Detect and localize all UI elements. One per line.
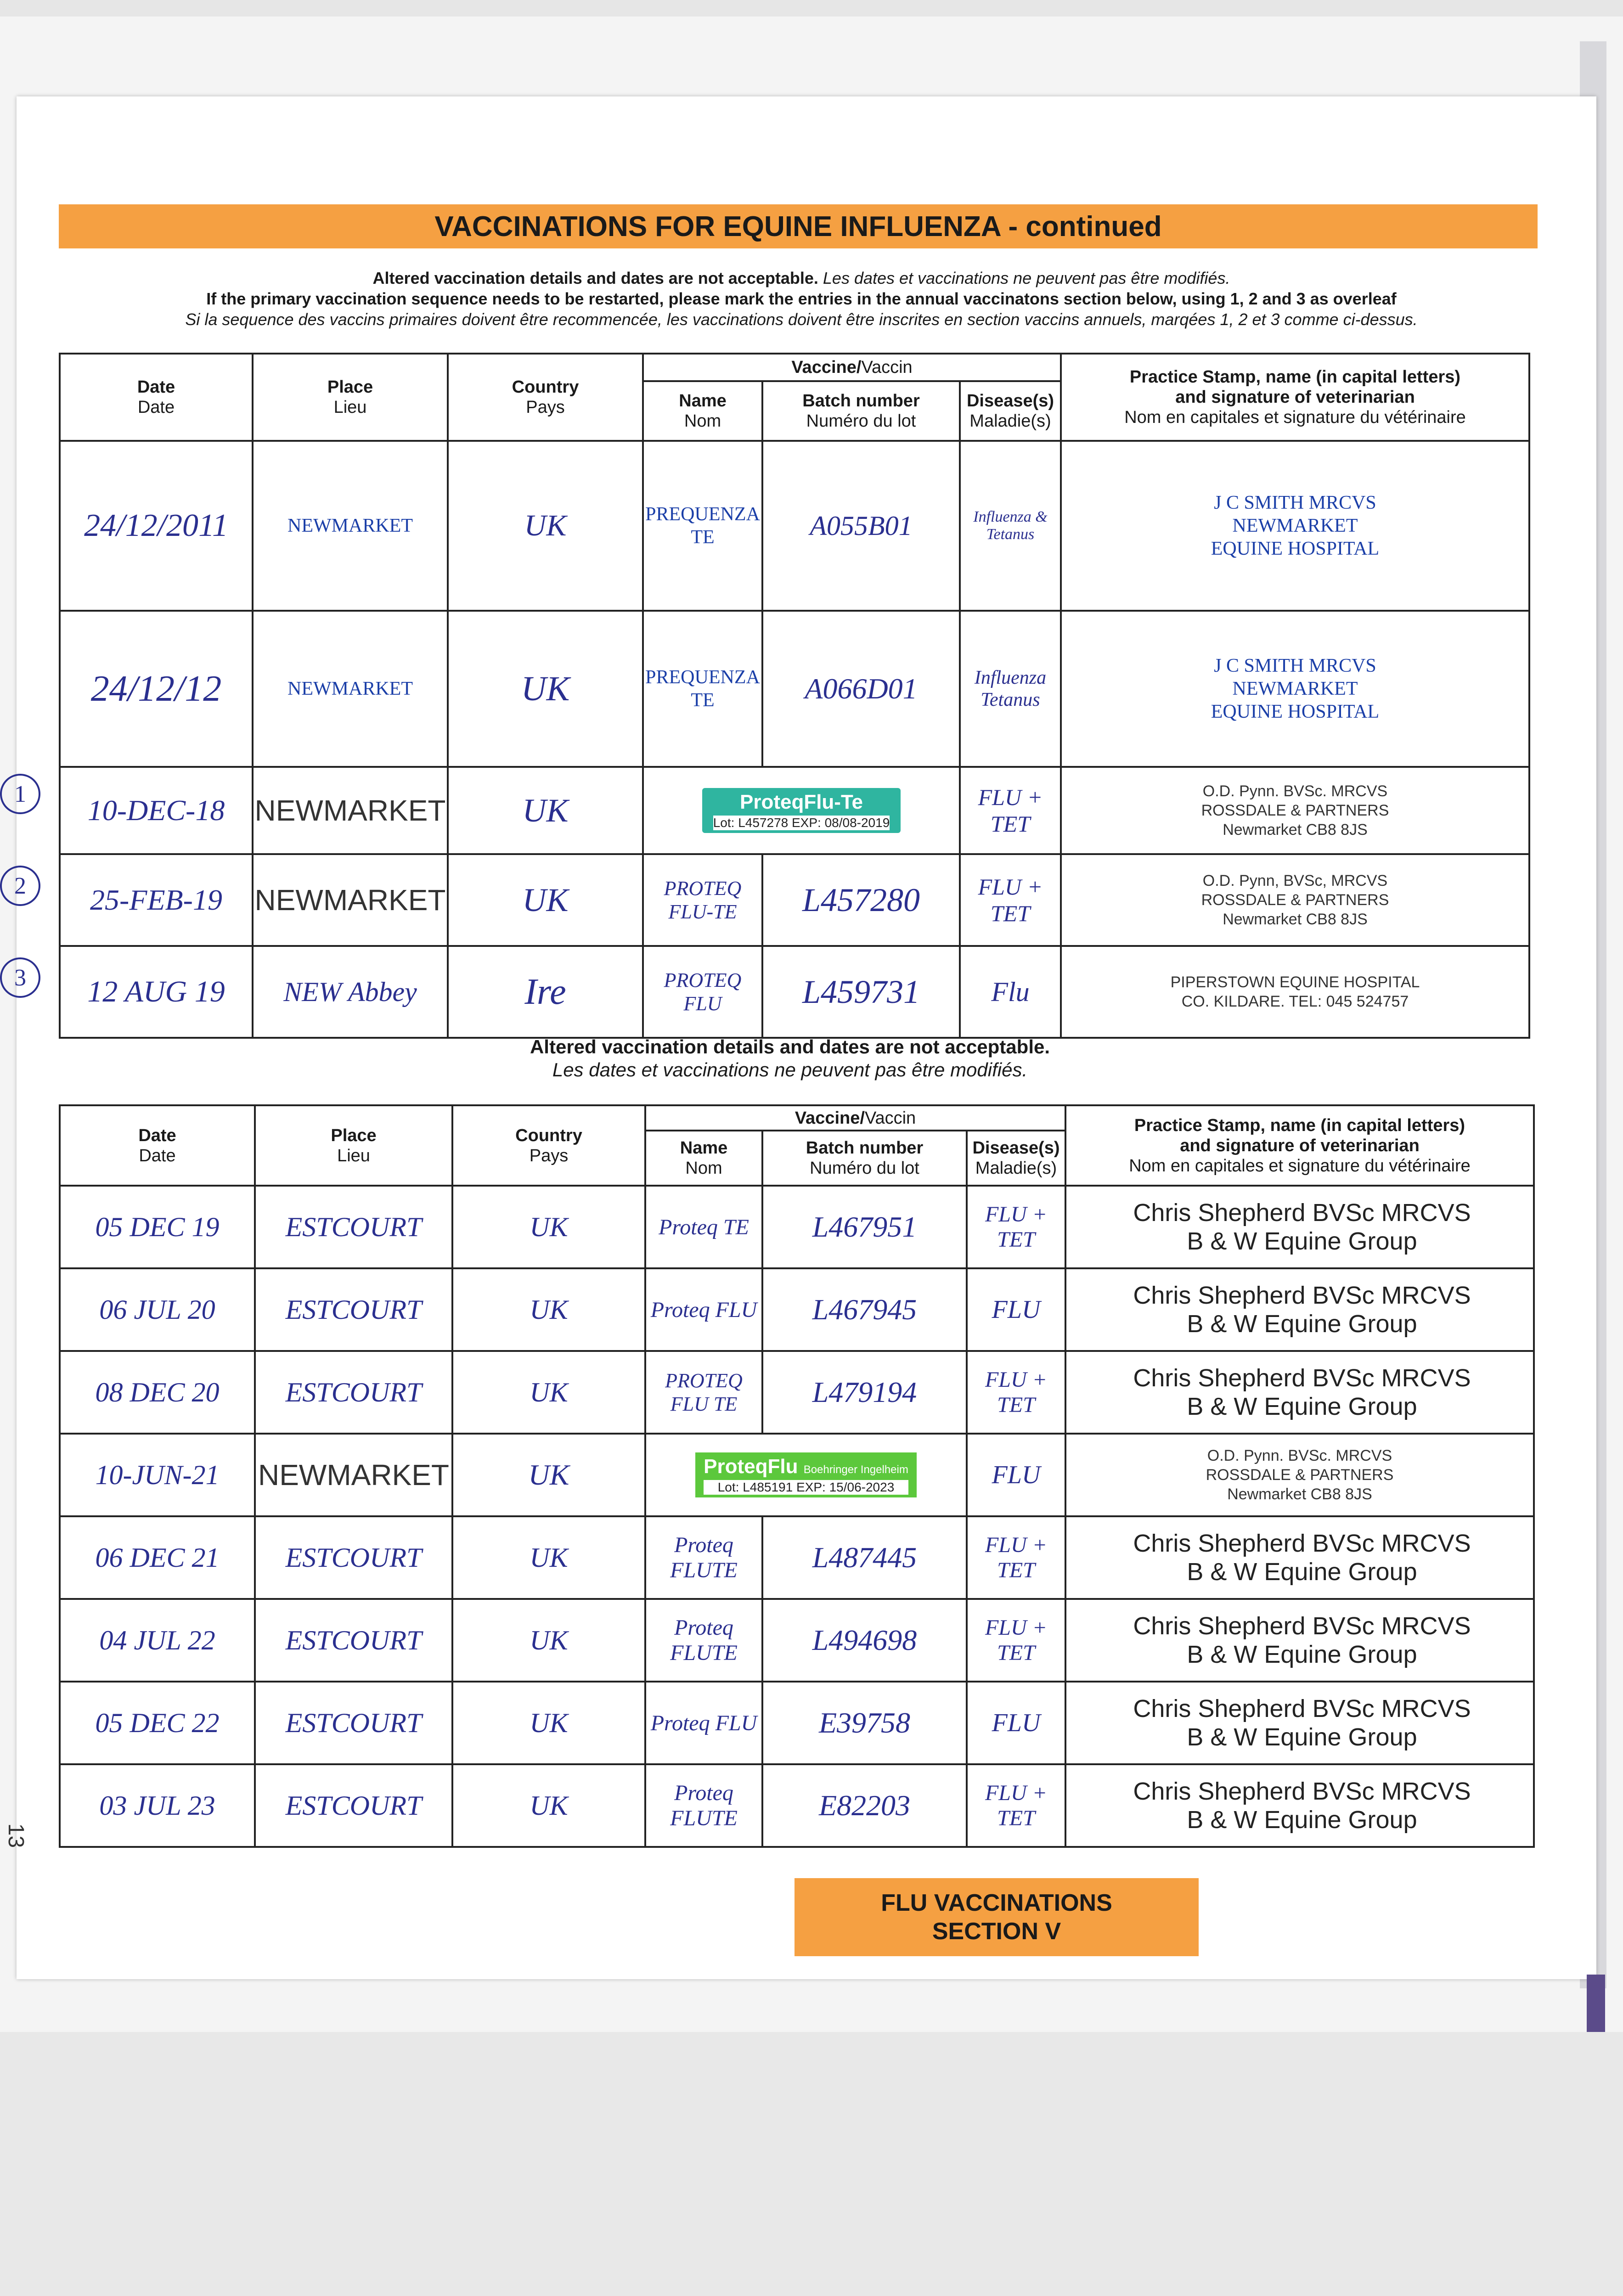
col-vaccine: Vaccine/Vaccin xyxy=(643,354,1061,381)
cell-disease: FLU + TET xyxy=(967,1516,1065,1599)
stamp-line: Chris Shepherd BVSc MRCVS xyxy=(1133,1695,1471,1722)
cell-disease: FLU + TET xyxy=(967,1351,1065,1434)
cell-place: NEWMARKET xyxy=(253,441,448,611)
cell-disease: Influenza Tetanus xyxy=(960,611,1061,767)
cell-disease: Flu xyxy=(960,946,1061,1038)
cell-country: UK xyxy=(452,1351,645,1434)
table-row xyxy=(60,441,1529,611)
table-row xyxy=(60,1682,1534,1764)
cell-disease: FLU + TET xyxy=(967,1599,1065,1682)
cell-country: UK xyxy=(452,1434,645,1516)
cell-batch: A066D01 xyxy=(762,611,960,767)
col-place: Place Lieu xyxy=(253,354,448,441)
cell-batch: E82203 xyxy=(762,1764,967,1847)
stamp-line: O.D. Pynn, BVSc, MRCVS xyxy=(1202,872,1388,889)
cell-disease: FLU xyxy=(967,1682,1065,1764)
stamp-line: PIPERSTOWN EQUINE HOSPITAL xyxy=(1170,974,1420,991)
cell-batch: L479194 xyxy=(762,1351,967,1434)
cell-stamp xyxy=(1065,1186,1534,1268)
cell-date: 24/12/2011 xyxy=(60,441,253,611)
section-title: VACCINATIONS FOR EQUINE INFLUENZA - continued xyxy=(434,210,1162,242)
stamp-line: J C SMITH MRCVS xyxy=(1214,492,1376,513)
cell-place: ESTCOURT xyxy=(255,1268,452,1351)
stamp-line: Newmarket CB8 8JS xyxy=(1223,911,1368,928)
cell-disease: FLU + TET xyxy=(967,1186,1065,1268)
cell-stamp xyxy=(1065,1516,1534,1599)
cell-batch: L457280 xyxy=(762,854,960,946)
stamp-line: ROSSDALE & PARTNERS xyxy=(1201,891,1389,909)
stamp-line: NEWMARKET xyxy=(1232,515,1358,536)
cell-date: 05 DEC 22 xyxy=(60,1682,255,1764)
table-row xyxy=(60,1516,1534,1599)
cell-disease: FLU xyxy=(967,1268,1065,1351)
cell-place: ESTCOURT xyxy=(255,1599,452,1682)
stamp-line: B & W Equine Group xyxy=(1187,1393,1417,1420)
stamp-line: Chris Shepherd BVSc MRCVS xyxy=(1133,1530,1471,1557)
cell-batch: L494698 xyxy=(762,1599,967,1682)
stamp-line: NEWMARKET xyxy=(1232,678,1358,699)
section-label xyxy=(795,1878,1199,1956)
cell-stamp xyxy=(1061,767,1529,854)
table-row xyxy=(60,1268,1534,1351)
notice-line-1-en: Altered vaccination details and dates are not acceptable. xyxy=(372,269,818,287)
sticker-lot: Lot: L457278 EXP: 08/08-2019 xyxy=(713,816,890,830)
table-row xyxy=(60,854,1529,946)
cell-stamp xyxy=(1065,1599,1534,1682)
col-practice-stamp: Practice Stamp, name (in capital letters) and signature of veterinarian Nom en capitales et signature du vétérinaire xyxy=(1061,354,1529,441)
sequence-marker-3: 3 xyxy=(0,957,40,998)
stamp-line: EQUINE HOSPITAL xyxy=(1211,701,1380,722)
table-row xyxy=(60,1186,1534,1268)
cell-stamp xyxy=(1061,946,1529,1038)
notice-line-3: Si la sequence des vaccins primaires doivent être recommencée, les vaccinations doivent être inscrites en section vaccins annuels, marqées 1, 2 et 3 comme ci-dessus. xyxy=(185,310,1418,329)
cell-name: Proteq FLU xyxy=(645,1682,762,1764)
cell-date: 05 DEC 19 xyxy=(60,1186,255,1268)
stamp-line: EQUINE HOSPITAL xyxy=(1211,538,1380,559)
vaccine-sticker xyxy=(695,1452,917,1497)
cell-place: ESTCOURT xyxy=(255,1682,452,1764)
stamp-line: J C SMITH MRCVS xyxy=(1214,655,1376,676)
cell-country: UK xyxy=(452,1516,645,1599)
cell-country: Ire xyxy=(448,946,643,1038)
section-title-band xyxy=(59,204,1538,248)
cell-country: UK xyxy=(452,1764,645,1847)
cell-country: UK xyxy=(448,767,643,854)
section-label-line2: SECTION V xyxy=(932,1918,1061,1945)
cell-name: PROTEQ FLU xyxy=(643,946,762,1038)
stamp-line: ROSSDALE & PARTNERS xyxy=(1201,802,1389,819)
col-practice-stamp: Practice Stamp, name (in capital letters) and signature of veterinarian Nom en capitales et signature du vétérinaire xyxy=(1065,1105,1534,1186)
stamp-line: Chris Shepherd BVSc MRCVS xyxy=(1133,1364,1471,1392)
cell-stamp xyxy=(1065,1764,1534,1847)
scan-top-edge xyxy=(0,0,1623,17)
cell-country: UK xyxy=(452,1268,645,1351)
table-row xyxy=(60,1764,1534,1847)
cell-name: PREQUENZA TE xyxy=(643,611,762,767)
cell-country: UK xyxy=(448,854,643,946)
cell-stamp xyxy=(1061,611,1529,767)
cell-stamp xyxy=(1061,854,1529,946)
stamp-line: O.D. Pynn. BVSc. MRCVS xyxy=(1202,782,1388,800)
stamp-line: B & W Equine Group xyxy=(1187,1806,1417,1834)
cell-place: NEWMARKET xyxy=(253,611,448,767)
cell-disease: FLU + TET xyxy=(960,767,1061,854)
col-name: Name Nom xyxy=(645,1131,762,1186)
stamp-line: B & W Equine Group xyxy=(1187,1310,1417,1338)
cell-date: 24/12/12 xyxy=(60,611,253,767)
cell-batch: L467951 xyxy=(762,1186,967,1268)
stamp-line: Chris Shepherd BVSc MRCVS xyxy=(1133,1199,1471,1227)
col-disease: Disease(s) Maladie(s) xyxy=(967,1131,1065,1186)
cell-name: PROTEQ FLU-TE xyxy=(643,854,762,946)
stamp-line: B & W Equine Group xyxy=(1187,1227,1417,1255)
cell-date: 03 JUL 23 xyxy=(60,1764,255,1847)
notice-line-2: If the primary vaccination sequence needs to be restarted, please mark the entries in the annual vaccinatons section below, using 1, 2 and 3 as overleaf xyxy=(206,289,1397,308)
cell-place: ESTCOURT xyxy=(255,1764,452,1847)
cell-date: 10-JUN-21 xyxy=(60,1434,255,1516)
cell-place: ESTCOURT xyxy=(255,1351,452,1434)
sticker-product: ProteqFlu xyxy=(704,1455,798,1478)
scan-bottom-edge xyxy=(0,2032,1623,2296)
mid-notice-fr: Les dates et vaccinations ne peuvent pas être modifiés. xyxy=(552,1059,1028,1080)
table-row xyxy=(60,1351,1534,1434)
sticker-maker: Boehringer Ingelheim xyxy=(803,1463,908,1476)
cell-stamp xyxy=(1061,441,1529,611)
stamp-line: B & W Equine Group xyxy=(1187,1641,1417,1668)
notice-line-1-fr: Les dates et vaccinations ne peuvent pas être modifiés. xyxy=(823,269,1230,287)
cell-vaccine-sticker xyxy=(643,767,960,854)
table-row xyxy=(60,946,1529,1038)
cell-batch: A055B01 xyxy=(762,441,960,611)
cell-place: ESTCOURT xyxy=(255,1516,452,1599)
cell-batch: L487445 xyxy=(762,1516,967,1599)
cell-name: Proteq FLUTE xyxy=(645,1599,762,1682)
col-disease: Disease(s) Maladie(s) xyxy=(960,381,1061,441)
stamp-line: B & W Equine Group xyxy=(1187,1558,1417,1586)
cell-stamp xyxy=(1065,1268,1534,1351)
col-country: Country Pays xyxy=(452,1105,645,1186)
stamp-line: Chris Shepherd BVSc MRCVS xyxy=(1133,1612,1471,1640)
sequence-marker-1: 1 xyxy=(0,774,40,814)
vaccination-table-bottom xyxy=(59,1104,1535,1848)
cell-place: NEW Abbey xyxy=(253,946,448,1038)
cell-place: ESTCOURT xyxy=(255,1186,452,1268)
passport-cover-edge xyxy=(1587,1975,1605,2039)
cell-batch: L467945 xyxy=(762,1268,967,1351)
cell-date: 06 DEC 21 xyxy=(60,1516,255,1599)
cell-disease: FLU xyxy=(967,1434,1065,1516)
stamp-line: Chris Shepherd BVSc MRCVS xyxy=(1133,1282,1471,1309)
cell-name: Proteq FLU xyxy=(645,1268,762,1351)
cell-date: 06 JUL 20 xyxy=(60,1268,255,1351)
col-date: Date Date xyxy=(60,1105,255,1186)
stamp-line: O.D. Pynn. BVSc. MRCVS xyxy=(1207,1447,1392,1464)
col-batch: Batch number Numéro du lot xyxy=(762,381,960,441)
cell-disease: FLU + TET xyxy=(960,854,1061,946)
cell-place: NEWMARKET xyxy=(253,767,448,854)
stamp-line: Newmarket CB8 8JS xyxy=(1227,1486,1372,1503)
col-date: Date Date xyxy=(60,354,253,441)
cell-name: PREQUENZA TE xyxy=(643,441,762,611)
stamp-line: ROSSDALE & PARTNERS xyxy=(1206,1466,1394,1484)
vaccine-sticker xyxy=(702,788,901,833)
cell-place: NEWMARKET xyxy=(253,854,448,946)
table-row xyxy=(60,611,1529,767)
cell-name: Proteq FLUTE xyxy=(645,1764,762,1847)
cell-country: UK xyxy=(452,1682,645,1764)
cell-country: UK xyxy=(452,1599,645,1682)
cell-batch: E39758 xyxy=(762,1682,967,1764)
col-name: Name Nom xyxy=(643,381,762,441)
cell-name: Proteq TE xyxy=(645,1186,762,1268)
sticker-lot: Lot: L485191 EXP: 15/06-2023 xyxy=(704,1480,908,1495)
sequence-marker-2: 2 xyxy=(0,866,40,906)
cell-date: 25-FEB-19 xyxy=(60,854,253,946)
cell-stamp xyxy=(1065,1351,1534,1434)
cell-country: UK xyxy=(448,611,643,767)
cell-name: Proteq FLUTE xyxy=(645,1516,762,1599)
table-row xyxy=(60,767,1529,854)
vaccination-table-top xyxy=(59,353,1530,1039)
notice-line-1 xyxy=(41,269,1561,288)
stamp-line: B & W Equine Group xyxy=(1187,1723,1417,1751)
col-country: Country Pays xyxy=(448,354,643,441)
col-place: Place Lieu xyxy=(255,1105,452,1186)
table-row xyxy=(60,1599,1534,1682)
cell-stamp xyxy=(1065,1434,1534,1516)
page-number: 13 xyxy=(4,1823,28,1848)
col-batch: Batch number Numéro du lot xyxy=(762,1131,967,1186)
cell-date: 10-DEC-18 xyxy=(60,767,253,854)
stamp-line: Newmarket CB8 8JS xyxy=(1223,821,1368,838)
col-vaccine: Vaccine/Vaccin xyxy=(645,1105,1065,1131)
stamp-line: CO. KILDARE. TEL: 045 524757 xyxy=(1181,993,1409,1010)
cell-name: PROTEQ FLU TE xyxy=(645,1351,762,1434)
cell-country: UK xyxy=(448,441,643,611)
cell-country: UK xyxy=(452,1186,645,1268)
mid-notice-en: Altered vaccination details and dates are not acceptable. xyxy=(530,1036,1050,1058)
stamp-line: Chris Shepherd BVSc MRCVS xyxy=(1133,1778,1471,1805)
cell-stamp xyxy=(1065,1682,1534,1764)
cell-disease: Influenza & Tetanus xyxy=(960,441,1061,611)
cell-vaccine-sticker xyxy=(645,1434,967,1516)
cell-batch: L459731 xyxy=(762,946,960,1038)
cell-place: NEWMARKET xyxy=(255,1434,452,1516)
section-label-line1: FLU VACCINATIONS xyxy=(881,1890,1112,1916)
cell-date: 12 AUG 19 xyxy=(60,946,253,1038)
cell-date: 08 DEC 20 xyxy=(60,1351,255,1434)
table-row xyxy=(60,1434,1534,1516)
cell-disease: FLU + TET xyxy=(967,1764,1065,1847)
sticker-product: ProteqFlu-Te xyxy=(739,791,863,813)
cell-date: 04 JUL 22 xyxy=(60,1599,255,1682)
mid-notice xyxy=(377,1035,1203,1081)
